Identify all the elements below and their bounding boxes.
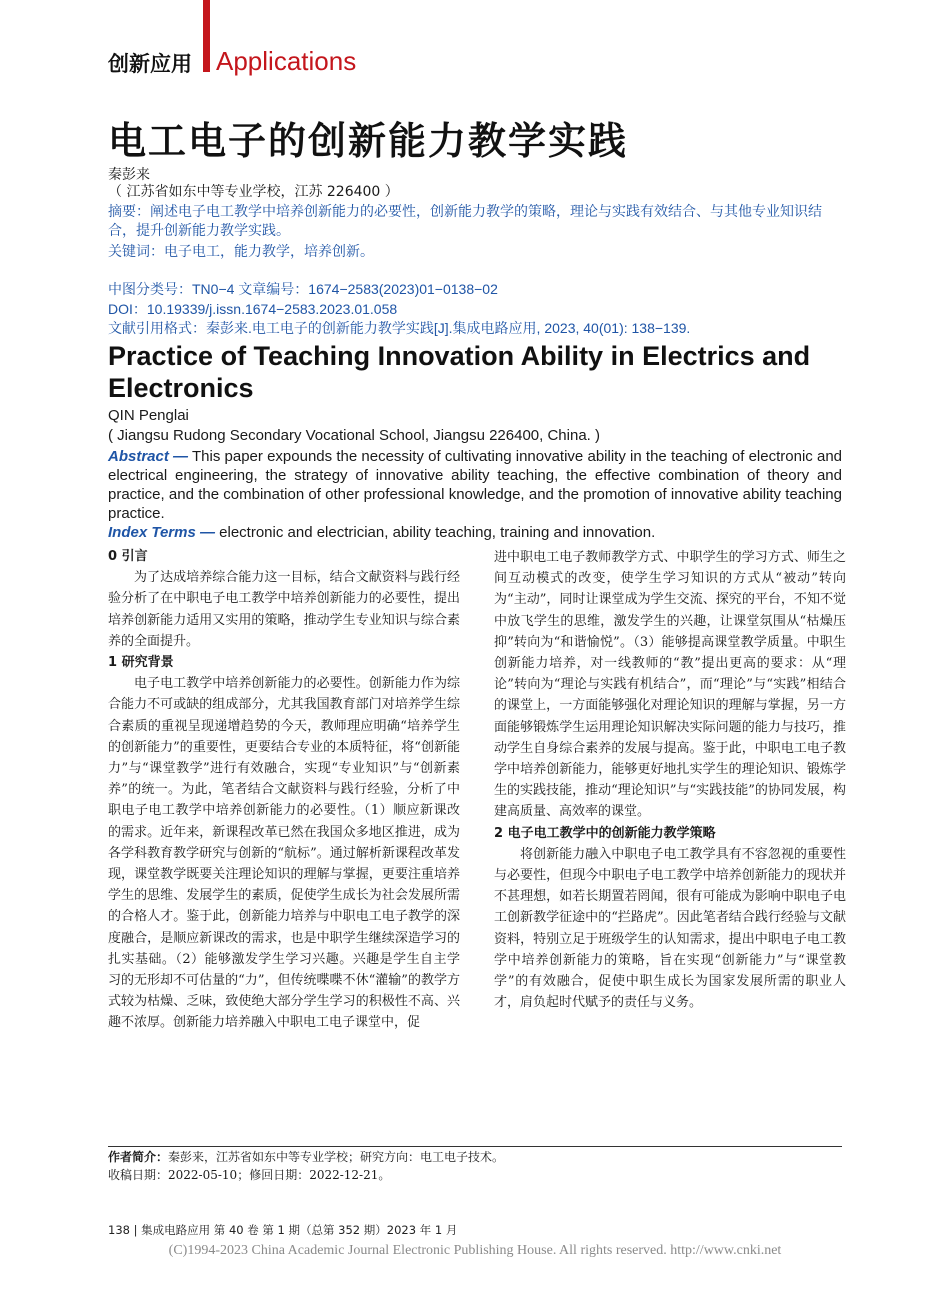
- keywords-cn: 关键词：电子电工，能力教学，培养创新。: [108, 244, 374, 260]
- abstract-en: [108, 447, 842, 523]
- index-terms-text: electronic and electrician, ability teaching, training and innovation.: [214, 524, 656, 541]
- footnote: [108, 1148, 504, 1184]
- author-en: QIN Penglai: [108, 407, 189, 424]
- paragraph-background: 电子电工教学中培养创新能力的必要性。创新能力作为综合能力不可或缺的组成部分，尤其我国教育部门对培养学生综合素质的重视呈现递增趋势的今天，教师理应明确“培养学生的创新能力”的重要性，更要结合专业的本质特征，将“创新能力”与“课堂教学”进行有效融合，实现“专业知识”与“创新素养”的统一。为此，笔者结合文献资料与践行经验，分析了中职电子电工教学中培养创新能力的必要性。（1）顺应新课改的需求。近年来，新课程改革已然在我国众多地区推进，成为各学科教育教学研究与创新的“航标”。通过解析新课程改革发现，课堂教学既要关注理论知识的理解与掌握，更要注重培养学生的思维、发展学生的素质，促使学生成长为社会发展所需的合格人才。鉴于此，创新能力培养与中职电工电子教学的深度融合，是顺应新课改的需求，也是中职学生继续深造学习的扎实基础。（2）能够激发学生学习兴趣。兴趣是学生自主学习的无形却不可估量的“力”，但传统喋喋不休“灌输”的教学方式较为枯燥、乏味，致使绝大部分学生学习的积极性不高、兴趣不浓厚。创新能力培养融入中职电工电子课堂中，促: [108, 676, 460, 1031]
- heading-introduction: 0 引言: [108, 549, 148, 564]
- abstract-cn: 摘要：阐述电子电工教学中培养创新能力的必要性，创新能力教学的策略，理论与实践有效结合、与其他专业知识结合，提升创新能力教学实践。: [108, 204, 822, 239]
- page-footer: 138 | 集成电路应用 第 40 卷 第 1 期（总第 352 期）2023 年 1 月: [108, 1223, 458, 1237]
- paragraph-background-continued: 进中职电工电子教师教学方式、中职学生的学习方式、师生之间互动模式的改变，使学生学习知识的方式从“被动”转向为“主动”，同时让课堂成为学生交流、探究的平台，不知不觉中放飞学生的思维，激发学生的兴趣，让课堂氛围从“枯燥压抑”转向为“和谐愉悦”。（3）能够提高课堂教学质量。中职生创新能力培养，对一线教师的“教”提出更高的要求：从“理论”转向为“理论与实践有机结合”，而“理论”与“实践”相结合的课堂上，一方面能够强化对理论知识的理解与掌握，另一方面能够锻炼学生运用理论知识解决实际问题的能力与技巧，推动学生自身综合素养的发展与提高。鉴于此，中职电工电子教学中培养创新能力，能够更好地扎实学生的理论知识、锻炼学生的实践技能，推动“理论知识”与“实践技能”的协同发展，构建高质量、高效率的课堂。: [494, 550, 846, 820]
- footnote-dates: 收稿日期：2022-05-10；修回日期：2022-12-21。: [108, 1168, 391, 1182]
- heading-strategy: 2 电子电工教学中的创新能力教学策略: [494, 825, 716, 841]
- paragraph-introduction: 为了达成培养综合能力这一目标，结合文献资料与践行经验分析了在中职电子电工教学中培养创新能力的必要性，提出培养创新能力适用又实用的策略，推动学生专业知识与综合素养的全面提升。: [108, 570, 460, 649]
- footnote-author-line: [108, 1148, 504, 1166]
- heading-background: 1 研究背景: [108, 655, 174, 671]
- affiliation-cn: （ 江苏省如东中等专业学校，江苏 226400 ）: [108, 184, 399, 200]
- index-terms: [108, 524, 655, 541]
- footnote-label: 作者简介：: [108, 1150, 169, 1164]
- footnote-divider: [108, 1146, 842, 1147]
- body-column-left: [108, 546, 460, 1034]
- author-cn: 秦彭来: [108, 167, 150, 183]
- doi-line: DOI：10.19339/j.issn.1674−2583.2023.01.058: [108, 301, 398, 317]
- body-column-right: [494, 547, 846, 1013]
- citation-line: 文献引用格式：秦彭来.电工电子的创新能力教学实践[J].集成电路应用, 2023, 40(01): 138−139.: [108, 320, 691, 336]
- article-title-en: Practice of Teaching Innovation Ability in Electrics and Electronics: [108, 341, 811, 403]
- section-label-cn: 创新应用: [108, 52, 192, 76]
- section-label-en: Applications: [216, 46, 357, 76]
- abstract-en-text: This paper expounds the necessity of cultivating innovative ability in the teaching of electronic and electrical engineering, the strategy of innovative ability teaching, the effective combination of theory and practice, and the combination of other professional knowledge, and the promotion of innovative ability teaching practice.: [108, 448, 842, 522]
- article-title-cn: 电工电子的创新能力教学实践: [108, 119, 629, 163]
- paragraph-strategy: 将创新能力融入中职电子电工教学具有不容忽视的重要性与必要性，但现今中职电子电工教学中培养创新能力的现状并不甚理想，如若长期置若罔闻，很有可能成为影响中职电子电工创新教学征途中的“拦路虎”。因此笔者结合践行经验与文献资料，特别立足于班级学生的认知需求，提出中职电子电工教学中培养创新能力的策略，旨在实现“创新能力”与“课堂教学”的有效融合，促使中职生成长为国家发展所需的职业人才，肩负起时代赋予的责任与义务。: [494, 846, 846, 1011]
- footnote-author-info: 秦彭来，江苏省如东中等专业学校；研究方向：电工电子技术。: [168, 1150, 505, 1164]
- header-accent-bar: [203, 0, 210, 72]
- copyright-notice: (C)1994-2023 China Academic Journal Electronic Publishing House. All rights reserved. http://www.cnki.net: [168, 1243, 782, 1258]
- index-terms-label: Index Terms —: [108, 524, 215, 541]
- affiliation-en: ( Jiangsu Rudong Secondary Vocational School, Jiangsu 226400, China. ): [108, 427, 600, 444]
- abstract-en-label: Abstract —: [108, 448, 189, 465]
- classification-line: 中图分类号：TN0−4 文章编号：1674−2583(2023)01−0138−02: [108, 281, 498, 297]
